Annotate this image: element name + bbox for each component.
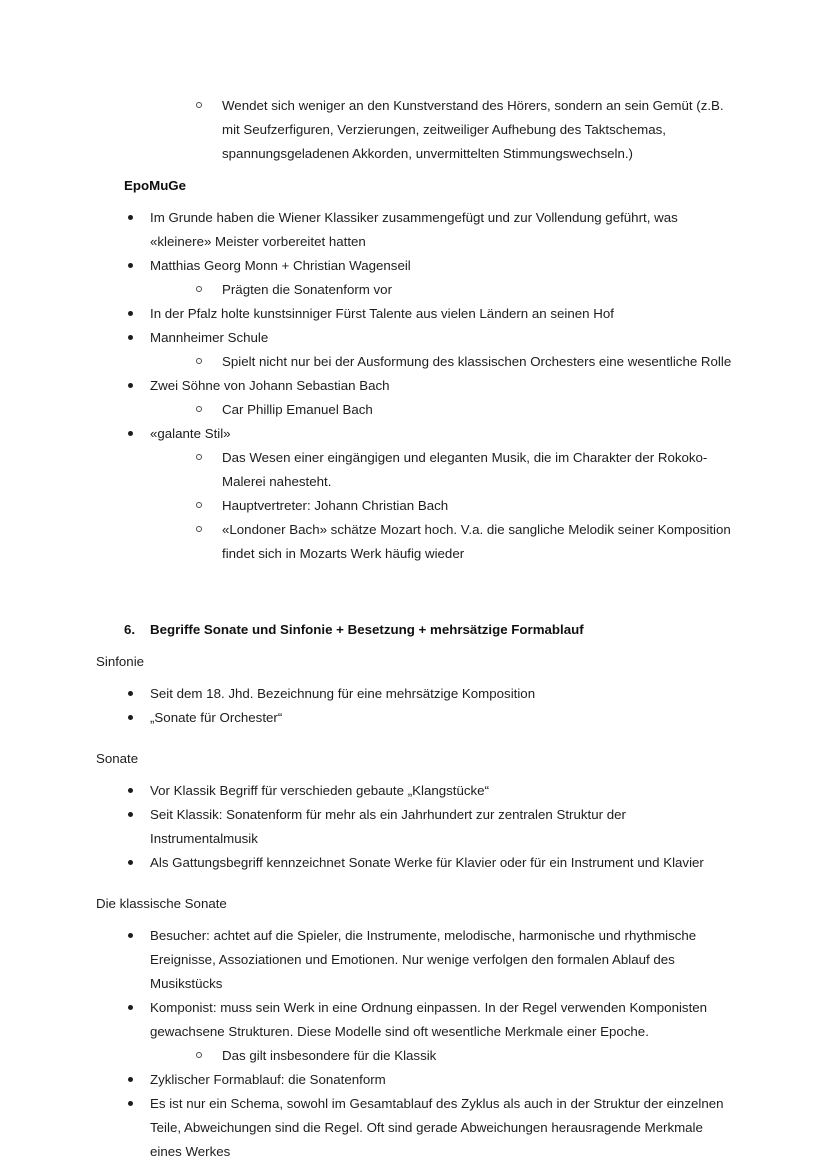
list-item-text: Als Gattungsbegriff kennzeichnet Sonate Werke für Klavier oder für ein Instrument und Klavier — [150, 855, 704, 870]
list-item-text: Seit Klassik: Sonatenform für mehr als ein Jahrhundert zur zentralen Struktur der Instrumentalmusik — [150, 807, 626, 846]
hollow-bullet-icon — [196, 454, 202, 460]
spacer — [96, 566, 733, 618]
list-item-text: Komponist: muss sein Werk in eine Ordnung einpassen. In der Regel verwenden Komponisten gewachsene Strukturen. Diese Modelle sind oft wesentliche Merkmale einer Epoche. — [150, 1000, 708, 1039]
list-item-text: Matthias Georg Monn + Christian Wagenseil — [150, 258, 411, 273]
bullet-icon — [128, 812, 133, 817]
list-item — [96, 254, 733, 278]
spacer — [96, 674, 733, 682]
spacer — [96, 771, 733, 779]
bullet-icon — [128, 860, 133, 865]
sub-list — [96, 350, 733, 374]
hollow-bullet-icon — [196, 358, 202, 364]
list-item — [96, 779, 733, 803]
list-item-text: «Londoner Bach» schätze Mozart hoch. V.a. die sangliche Melodik seiner Komposition findet sich in Mozarts Werk häufig wieder — [222, 522, 731, 561]
document-content — [96, 94, 733, 1164]
bullet-icon — [128, 1077, 133, 1082]
list-item — [96, 706, 733, 730]
top-sub-list — [96, 94, 733, 166]
list-item-text: Das gilt insbesondere für die Klassik — [222, 1048, 437, 1063]
list-item-text: Hauptvertreter: Johann Christian Bach — [222, 498, 449, 513]
heading-section-6 — [96, 618, 733, 642]
label-klassische-sonate: Die klassische Sonate — [96, 896, 227, 911]
list-item-text: Es ist nur ein Schema, sowohl im Gesamtablauf des Zyklus als auch in der Struktur der einzelnen Teile, Abweichungen sind die Regel. Oft sind gerade Abweichungen herausragende Merkmale eines Werkes — [150, 1096, 724, 1159]
list-item — [96, 278, 733, 302]
nested-list-wrapper — [96, 398, 733, 422]
bullet-icon — [128, 933, 133, 938]
list-item-text: „Sonate für Orchester“ — [150, 710, 283, 725]
list-item — [96, 851, 733, 875]
spacer — [96, 730, 733, 747]
list-item — [96, 326, 733, 350]
list-item — [96, 1044, 733, 1068]
list-item — [96, 996, 733, 1044]
bullet-icon — [128, 691, 133, 696]
list-item-text: Zyklischer Formablauf: die Sonatenform — [150, 1072, 386, 1087]
list-item — [96, 924, 733, 996]
epomuge-list — [96, 206, 733, 566]
heading-epomuge: EpoMuGe — [124, 178, 187, 193]
list-item — [96, 1068, 733, 1092]
list-item-text: Besucher: achtet auf die Spieler, die Instrumente, melodische, harmonische und rhythmische Ereignisse, Assoziationen und Emotionen. Nur wenige verfolgen den formalen Ablauf des Musikstücks — [150, 928, 697, 991]
list-item — [96, 446, 733, 494]
bullet-icon — [128, 335, 133, 340]
list-item-text: Prägten die Sonatenform vor — [222, 282, 393, 297]
list-item-text: «galante Stil» — [150, 426, 231, 441]
list-item-text: Im Grunde haben die Wiener Klassiker zusammengefügt und zur Vollendung geführt, was «kleinere» Meister vorbereitet hatten — [150, 210, 678, 249]
list-item — [96, 494, 733, 518]
label-sonate: Sonate — [96, 751, 139, 766]
list-item — [96, 422, 733, 446]
bullet-icon — [128, 715, 133, 720]
list-item — [96, 1092, 733, 1164]
hollow-bullet-icon — [196, 1052, 202, 1058]
klassische-sonate-list — [96, 924, 733, 1164]
spacer — [96, 198, 733, 206]
sub-list — [96, 278, 733, 302]
bullet-icon — [128, 1005, 133, 1010]
bullet-icon — [128, 788, 133, 793]
sub-list — [96, 398, 733, 422]
spacer — [96, 166, 733, 174]
list-item — [96, 374, 733, 398]
hollow-bullet-icon — [196, 102, 202, 108]
label-sinfonie: Sinfonie — [96, 654, 145, 669]
bullet-icon — [128, 311, 133, 316]
section-title: Begriffe Sonate und Sinfonie + Besetzung + mehrsätzige Formablauf — [150, 622, 584, 637]
bullet-icon — [128, 431, 133, 436]
list-item-text: Wendet sich weniger an den Kunstverstand des Hörers, sondern an sein Gemüt (z.B. mit Seufzerfiguren, Verzierungen, zeitweiliger Aufhebung des Taktschemas, spannungsgeladenen Akkorden, unvermittelten Stimmungswechseln.) — [222, 98, 724, 161]
nested-list-wrapper — [96, 446, 733, 566]
list-item-text: Das Wesen einer eingängigen und eleganten Musik, die im Charakter der Rokoko-Malerei nahesteht. — [222, 450, 708, 489]
sonate-list — [96, 779, 733, 875]
list-item-text: Mannheimer Schule — [150, 330, 269, 345]
list-item — [96, 206, 733, 254]
hollow-bullet-icon — [196, 502, 202, 508]
hollow-bullet-icon — [196, 286, 202, 292]
section-number: 6. — [124, 622, 136, 637]
list-item — [96, 682, 733, 706]
list-item — [96, 94, 733, 166]
list-item-text: Zwei Söhne von Johann Sebastian Bach — [150, 378, 390, 393]
spacer — [96, 642, 733, 650]
list-item-text: In der Pfalz holte kunstsinniger Fürst Talente aus vielen Ländern an seinen Hof — [150, 306, 614, 321]
list-item-text: Spielt nicht nur bei der Ausformung des klassischen Orchesters eine wesentliche Rolle — [222, 354, 732, 369]
sub-list — [96, 1044, 733, 1068]
bullet-icon — [128, 383, 133, 388]
list-item-text: Seit dem 18. Jhd. Bezeichnung für eine mehrsätzige Komposition — [150, 686, 536, 701]
spacer — [96, 916, 733, 924]
hollow-bullet-icon — [196, 406, 202, 412]
list-item — [96, 518, 733, 566]
nested-list-wrapper — [96, 1044, 733, 1068]
sinfonie-list — [96, 682, 733, 730]
sub-list — [96, 446, 733, 566]
list-item — [96, 302, 733, 326]
nested-list-wrapper — [96, 278, 733, 302]
list-item — [96, 398, 733, 422]
list-item — [96, 803, 733, 851]
hollow-bullet-icon — [196, 526, 202, 532]
list-item — [96, 350, 733, 374]
list-item-text: Vor Klassik Begriff für verschieden gebaute „Klangstücke“ — [150, 783, 490, 798]
spacer — [96, 875, 733, 892]
bullet-icon — [128, 215, 133, 220]
bullet-icon — [128, 263, 133, 268]
nested-list-wrapper — [96, 350, 733, 374]
list-item-text: Car Phillip Emanuel Bach — [222, 402, 373, 417]
bullet-icon — [128, 1101, 133, 1106]
